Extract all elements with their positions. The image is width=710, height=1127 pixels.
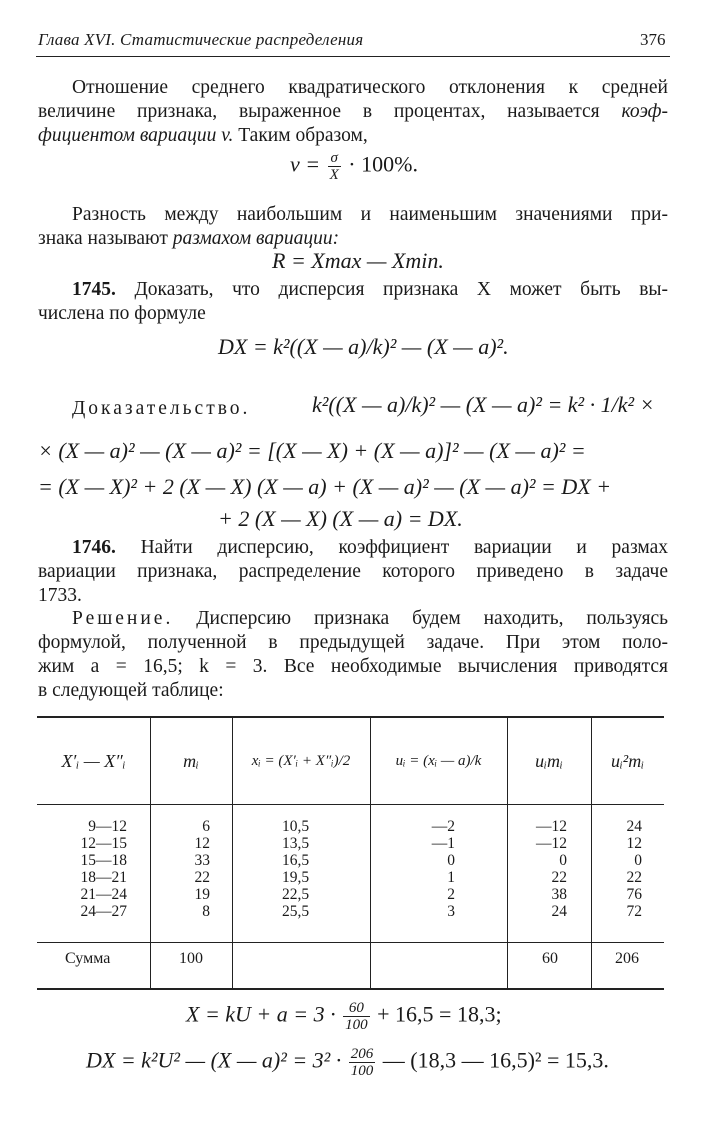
solution-line2: формулой, полученной в предыдущей задаче. При этом поло- — [38, 632, 668, 653]
chapter-header: Глава XVI. Статистические распределения — [38, 30, 364, 49]
formula-v-rhs: · 100%. — [348, 151, 418, 177]
formula-dx: DX = k²((X — a)/k)² — (X — a)². — [218, 334, 509, 359]
formula-r: R = Xmax — Xmin. — [272, 248, 444, 273]
calculation-table — [37, 716, 664, 990]
formula-v-den: X — [329, 167, 339, 183]
sum-frequency: 100 — [179, 950, 203, 967]
problem-1745-line1 — [72, 278, 668, 302]
sum-u2m: 206 — [615, 950, 639, 967]
para1-line3 — [38, 124, 668, 148]
problem-1746-text: Найти дисперсию, коэффициент вариации и размах — [140, 537, 669, 558]
term-coefficient-cont: фициентом вариации v. — [38, 125, 234, 146]
th-midpoint: xᵢ = (X′ᵢ + X″ᵢ)/2 — [251, 752, 351, 769]
col-u: —2 —1 0 1 2 3 — [431, 818, 455, 920]
problem-1746-line2: вариации признака, распределение которого приведено в задаче — [38, 561, 668, 582]
sum-label: Сумма — [65, 950, 111, 967]
th-frequency: mᵢ — [183, 750, 199, 771]
col-interval: 9—12 12—15 15—18 18—21 21—24 24—27 — [80, 818, 127, 920]
para1-line2 — [38, 100, 668, 124]
proof-line1: k²((X — a)/k)² — (X — a)² = k² · 1/k² × — [312, 392, 655, 417]
result-variance-rhs: — (18,3 — 16,5)² = 15,3. — [382, 1047, 609, 1073]
result-mean-fraction — [343, 1000, 370, 1033]
problem-1745-line2: числена по формуле — [38, 303, 206, 324]
result-variance-num: 206 — [350, 1046, 374, 1062]
result-mean-den: 100 — [345, 1017, 368, 1033]
proof-line3: = (X — X)² + 2 (X — X) (X — a) + (X — a)² — (X — a)² = DX + — [38, 474, 612, 499]
para2-line1: Разность между наибольшим и наименьшим значениями при- — [72, 204, 668, 225]
result-mean — [186, 1000, 502, 1033]
term-coefficient: коэф- — [621, 101, 669, 122]
proof-line4: + 2 (X — X) (X — a) = DX. — [218, 506, 463, 531]
th-interval: X′ᵢ — X″ᵢ — [61, 750, 126, 771]
solution-line3: жим a = 16,5; k = 3. Все необходимые вычисления приводятся — [38, 656, 668, 677]
th-um: uᵢmᵢ — [535, 750, 563, 771]
problem-1746-line3: 1733. — [38, 585, 82, 606]
result-variance — [86, 1046, 609, 1079]
formula-v — [290, 150, 418, 183]
para1-line2-text: величине признака, выраженное в процентах, называется — [38, 101, 600, 122]
sum-um: 60 — [542, 950, 558, 967]
result-variance-den: 100 — [350, 1063, 374, 1079]
solution-line1 — [72, 607, 668, 631]
term-range: размахом вариации: — [172, 228, 340, 249]
formula-v-lhs: v = — [290, 151, 321, 177]
result-variance-fraction — [349, 1046, 376, 1079]
problem-1746-number: 1746. — [72, 537, 116, 558]
col-u2m: 24 12 0 22 76 72 — [626, 818, 642, 920]
formula-v-num: σ — [328, 150, 341, 167]
col-midpoint: 10,5 13,5 16,5 19,5 22,5 25,5 — [282, 818, 310, 920]
problem-1746-line1 — [72, 536, 668, 560]
th-u: uᵢ = (xᵢ — a)/k — [395, 752, 482, 769]
col-frequency: 6 12 33 22 19 8 — [194, 818, 210, 920]
table-header-rule — [37, 804, 664, 805]
result-variance-lhs: DX = k²U² — (X — a)² = 3² · — [86, 1047, 342, 1073]
result-mean-rhs: + 16,5 = 18,3; — [377, 1001, 502, 1027]
header-rule — [36, 56, 670, 57]
solution-text: Дисперсию признака будем находить, пользуясь — [196, 608, 668, 629]
solution-line4: в следующей таблице: — [38, 680, 224, 701]
col-um: —12 —12 0 22 38 24 — [536, 818, 567, 920]
proof-line2: × (X — a)² — (X — a)² = [(X — X) + (X — a)]² — (X — a)² = — [38, 438, 586, 463]
page-number: 376 — [640, 30, 666, 49]
table-sum-rule — [37, 942, 664, 943]
solution-label: Решение. — [72, 608, 174, 629]
problem-1745-number: 1745. — [72, 279, 116, 300]
para1-line3-text: Таким образом, — [238, 125, 368, 146]
formula-v-fraction — [328, 150, 341, 183]
th-u2m: uᵢ²mᵢ — [610, 750, 645, 771]
result-mean-lhs: X = kU + a = 3 · — [186, 1001, 336, 1027]
proof-label: Доказательство. — [72, 398, 251, 419]
problem-1745-text: Доказать, что дисперсия признака X может быть вы- — [134, 279, 668, 300]
para1-line1: Отношение среднего квадратического отклонения к средней — [72, 77, 668, 98]
para2-line2-text: знака называют — [38, 228, 168, 249]
result-mean-num: 60 — [343, 1000, 370, 1017]
